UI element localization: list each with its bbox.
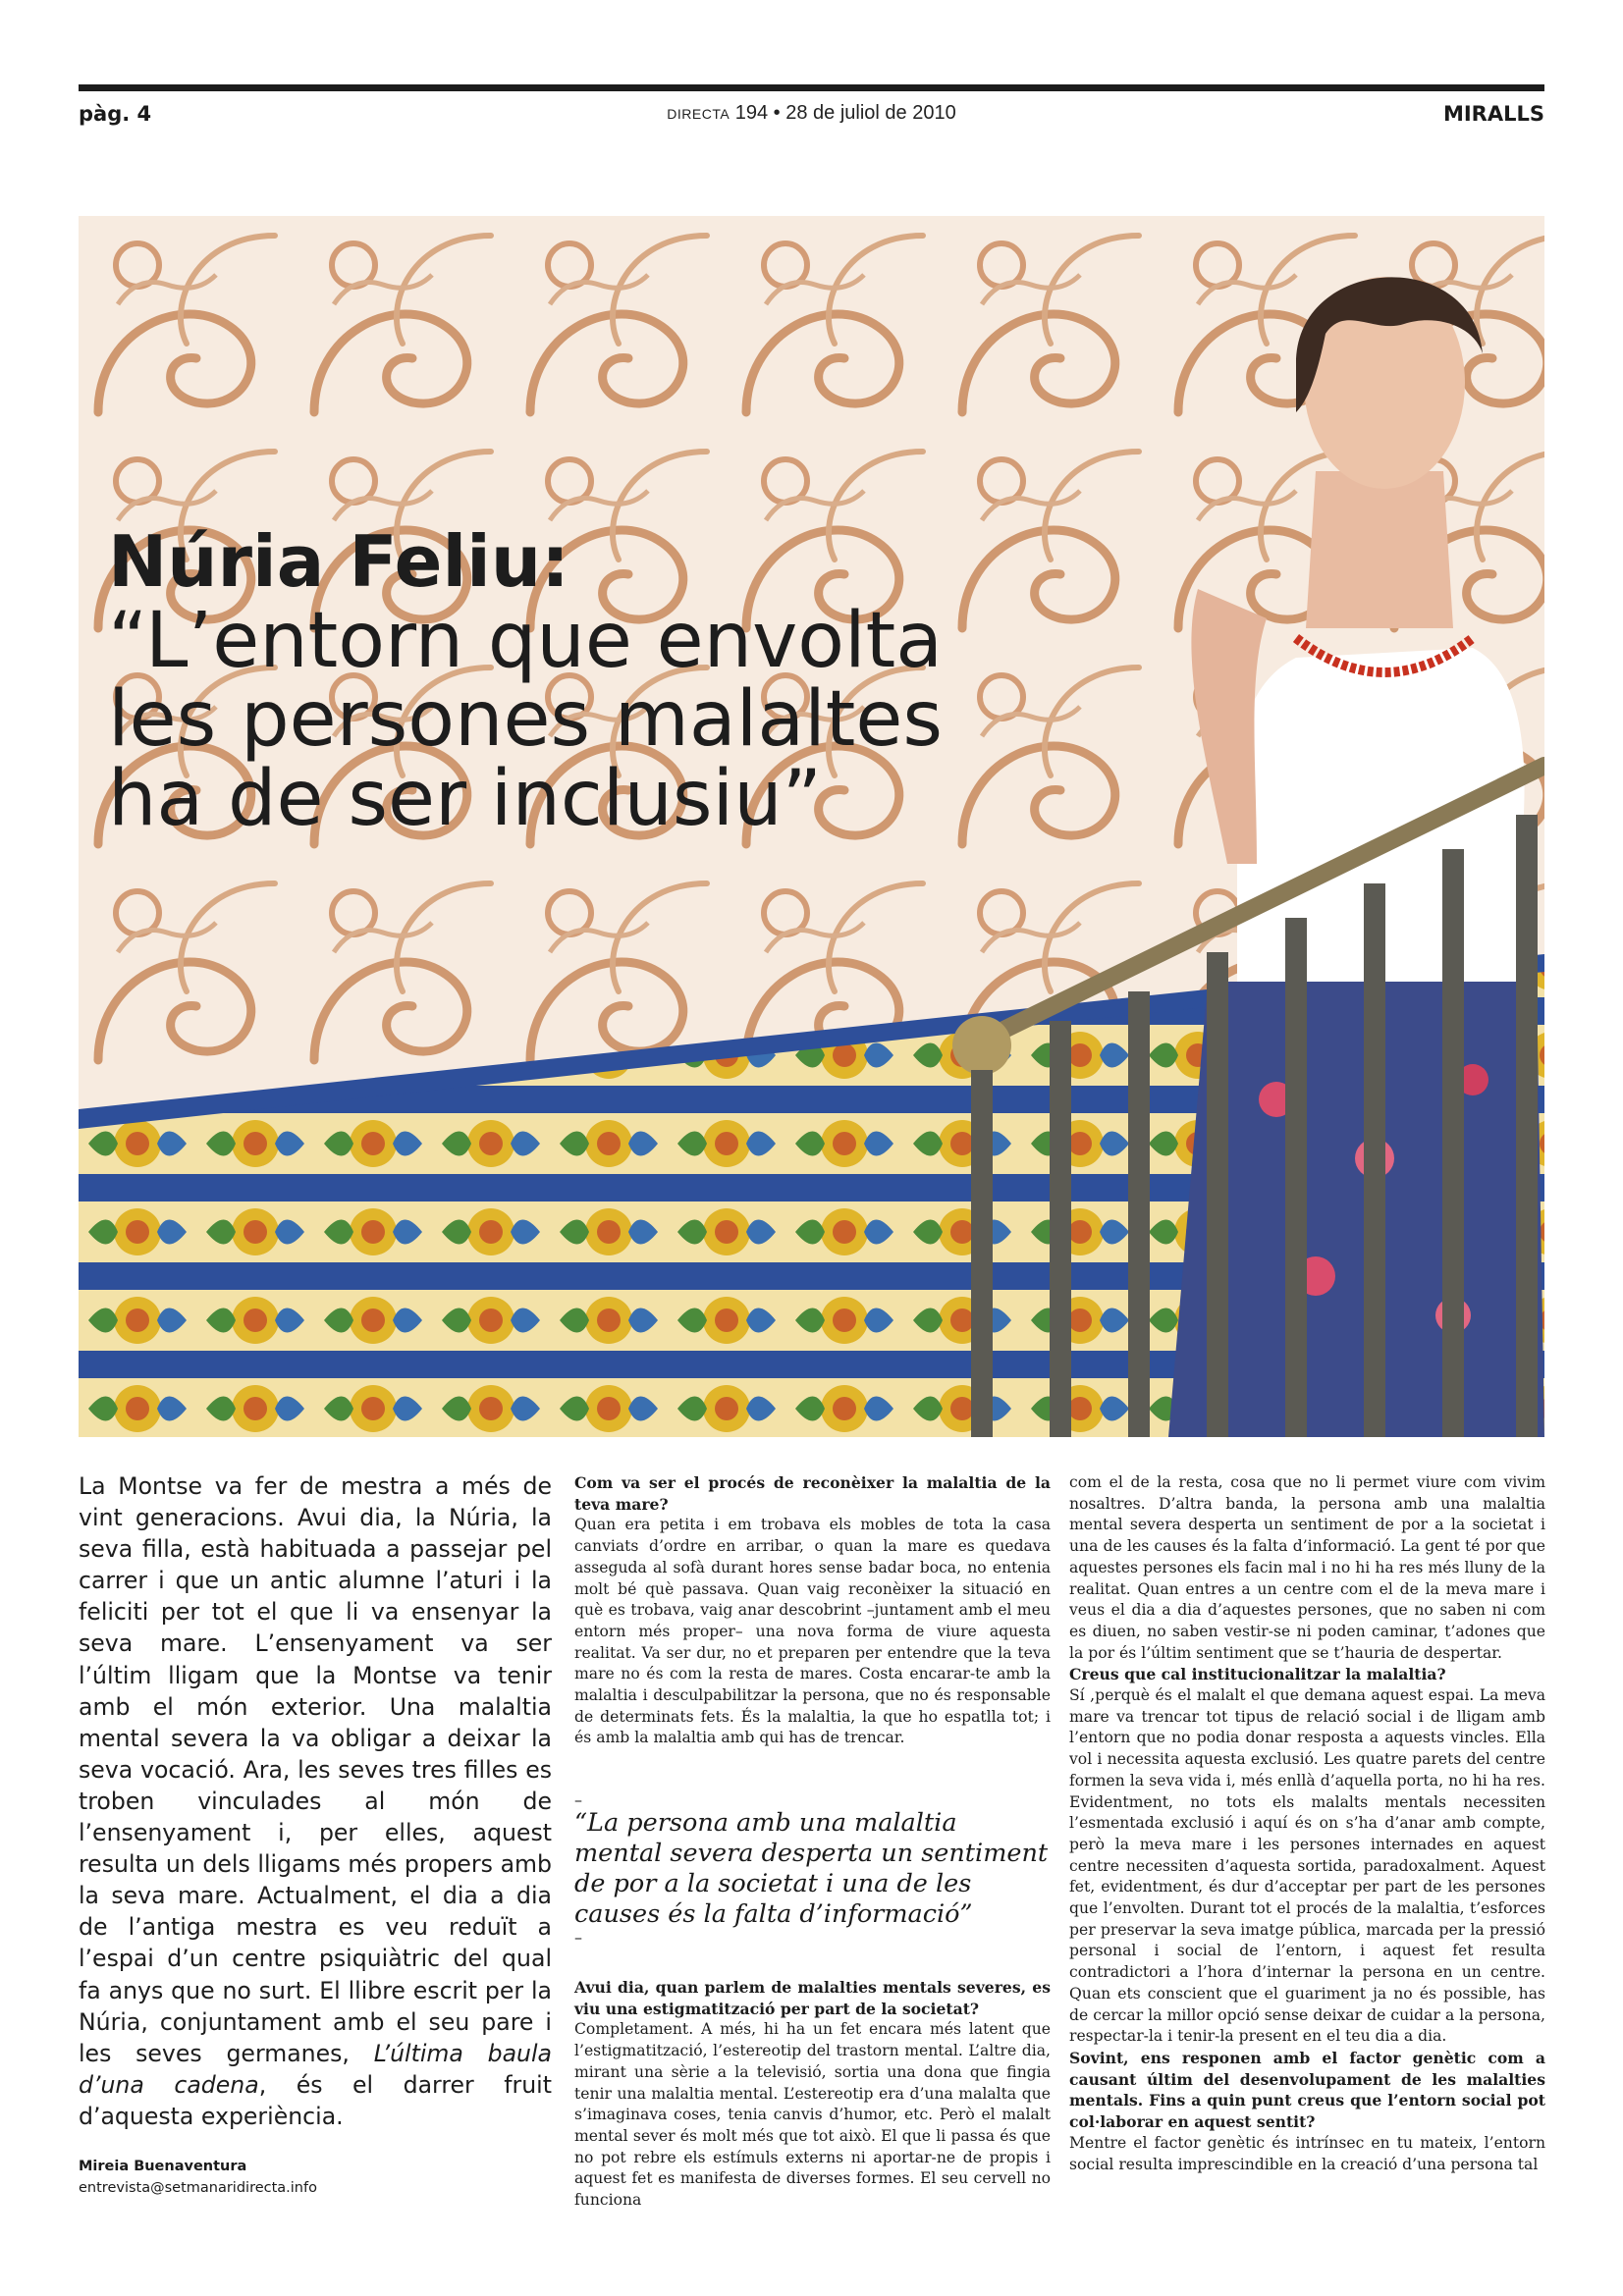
interview-column-1 [574,1472,1051,1749]
interview-column-2 [1069,1472,1545,2175]
answer-2-continued: com el de la resta, cosa que no li permet viure com vivim nosaltres. D’altra banda, la persona amb una malaltia mental severa desperta un sentiment de por a la societat i una de les causes és la falta d’informació. La gent té por que aquestes persones els facin mal i no hi ha res més lluny de la realitat. Quan entres a un centre com el de la meva mare i veus el dia a dia d’aquestes persones, que no saben ni com es diuen, no saben vestir-se ni poden caminar, t’adones que la por és l’últim sentiment que se t’hauria de despertar. [1069,1473,1545,1662]
answer-1: Quan era petita i em trobava els mobles de tota la casa canviats d’ordre en arribar, o quan la mare es quedava asseguda al sofà durant hores sense badar boca, no entenia molt bé què passava. Quan vaig reconèixer la situació en què es trobava, vaig anar descobrint –juntament amb el meu entorn més proper– una nova forma de viure aquesta realitat. Va ser dur, no et preparen per entendre que la teva mare no és com la resta de mares. Costa encarar-te amb la malaltia i desculpabilitzar la persona, que no és responsable de determinats fets. És la malaltia, la que ho espatlla tot; i és amb la malaltia amb qui has de trencar. [574,1516,1051,1747]
question-1: Com va ser el procés de reconèixer la malaltia de la teva mare? [574,1473,1051,1514]
publication-issue [0,102,1623,125]
intro-text: La Montse va fer de mestra a més de vint generacions. Avui dia, la Núria, la seva filla, està habituada a passejar pel carrer i que un antic alumne l’aturi i la feliciti per tot el que li va ensenyar la seva mare. L’ensenyament va ser l’últim lligam que la Montse va tenir amb el món exterior. Una malaltia mental severa la va obligar a deixar la seva vocació. Ara, les seves tres filles es troben vinculades al món de l’ensenyament i, per elles, aquest resulta un dels lligams més propers amb la seva mare. Actualment, el dia a dia de l’antiga mestra es veu reduït a l’espai d’un centre psiquiàtric del qual fa anys que no surt. El llibre escrit per la Núria, conjuntament amb el seu pare i les seves germanes, [79,1472,552,2067]
publication-name: DIRECTA [667,106,730,122]
pull-quote-dash-bottom: – [574,1928,582,1947]
headline-name: Núria Feliu: [108,520,569,603]
byline [79,2156,317,2199]
intro-text-end: , és el darrer fruit d’aquesta experiència. [79,2070,552,2130]
answer-2: Completament. A més, hi ha un fet encara més latent que l’estigmatització, l’estereotip del trastorn mental. L’altre dia, mirant una sèrie a la televisió, sortia una dona que fingia tenir una malaltia mental. L’estereotip era d’una malalta que s’imaginava coses, tenia canvis d’humor, etc. Però el malalt mental sever és molt més que tot això. El que li passa és que no pot rebre els estímuls externs ni aportar-ne de propis i aquest fet es manifesta de diverses formes. El seu cervell no funciona [574,2020,1051,2210]
author-name: Mireia Buenaventura [79,2159,247,2174]
headline-quote: “L’entorn que envolta les persones malaltes ha de ser inclusiu” [108,597,944,843]
question-3: Creus que cal institucionalitzar la malaltia? [1069,1665,1446,1684]
intro-paragraph [79,1470,552,2132]
question-2: Avui dia, quan parlem de malalties mentals severes, es viu una estigmatització per part de la societat? [574,1978,1051,2018]
book-title: L’última baula d’una cadena [79,2039,553,2099]
pull-quote-dash-top: – [574,1790,582,1809]
pull-quote [574,1792,1051,1946]
header-rule [79,84,1544,91]
issue-date: 194 • 28 de juliol de 2010 [734,102,956,124]
interview-column-1-lower [574,1977,1051,2212]
page-number: pàg. 4 [79,102,152,126]
section-name: MIRALLS [1442,102,1544,126]
answer-4: Mentre el factor genètic és intrínsec en tu mateix, l’entorn social resulta imprescindible en la creació d’una persona tal [1069,2133,1545,2173]
pull-quote-text: “La persona amb una malaltia mental severa desperta un sentiment de por a la societat i una de les causes és la falta d’informació” [574,1808,1049,1929]
answer-3: Sí ,perquè és el malalt el que demana aquest espai. La meva mare va trencar tot tipus de relació social i de lligam amb l’entorn que no podia donar resposta a aquests vincles. Ella vol i necessita aquesta exclusió. Les quatre parets del centre formen la seva vida i, més enllà d’aquella porta, no hi ha res. Evidentment, no tots els malalts mentals necessiten l’esmentada exclusió i aquí és on s’ha d’anar amb compte, però la meva mare i les persones internades en aquest centre necessiten d’aquesta sortida, paradoxalment. Aquest fet, evidentment, és dur d’acceptar per part de les persones que l’envolten. Durant tot el procés de la malaltia, t’esforces per preservar la seva imatge pública, marcada per la pressió personal i social de l’entorn, i aquest fet resulta contradictori a l’hora d’internar la persona en un centre. Quan ets conscient que el guariment ja no és possible, has de cercar la millor opció sense deixar de cuidar a la persona, respectar-la i tenir-la present en el teu dia a dia. [1069,1686,1545,2046]
author-email[interactable]: entrevista@setmanaridirecta.info [79,2180,317,2196]
headline [108,520,992,843]
question-4: Sovint, ens responen amb el factor genètic com a causant últim del desenvolupament de les malalties mentals. Fins a quin punt creus que l’entorn social pot col·laborar en aquest sentit? [1069,2048,1545,2132]
